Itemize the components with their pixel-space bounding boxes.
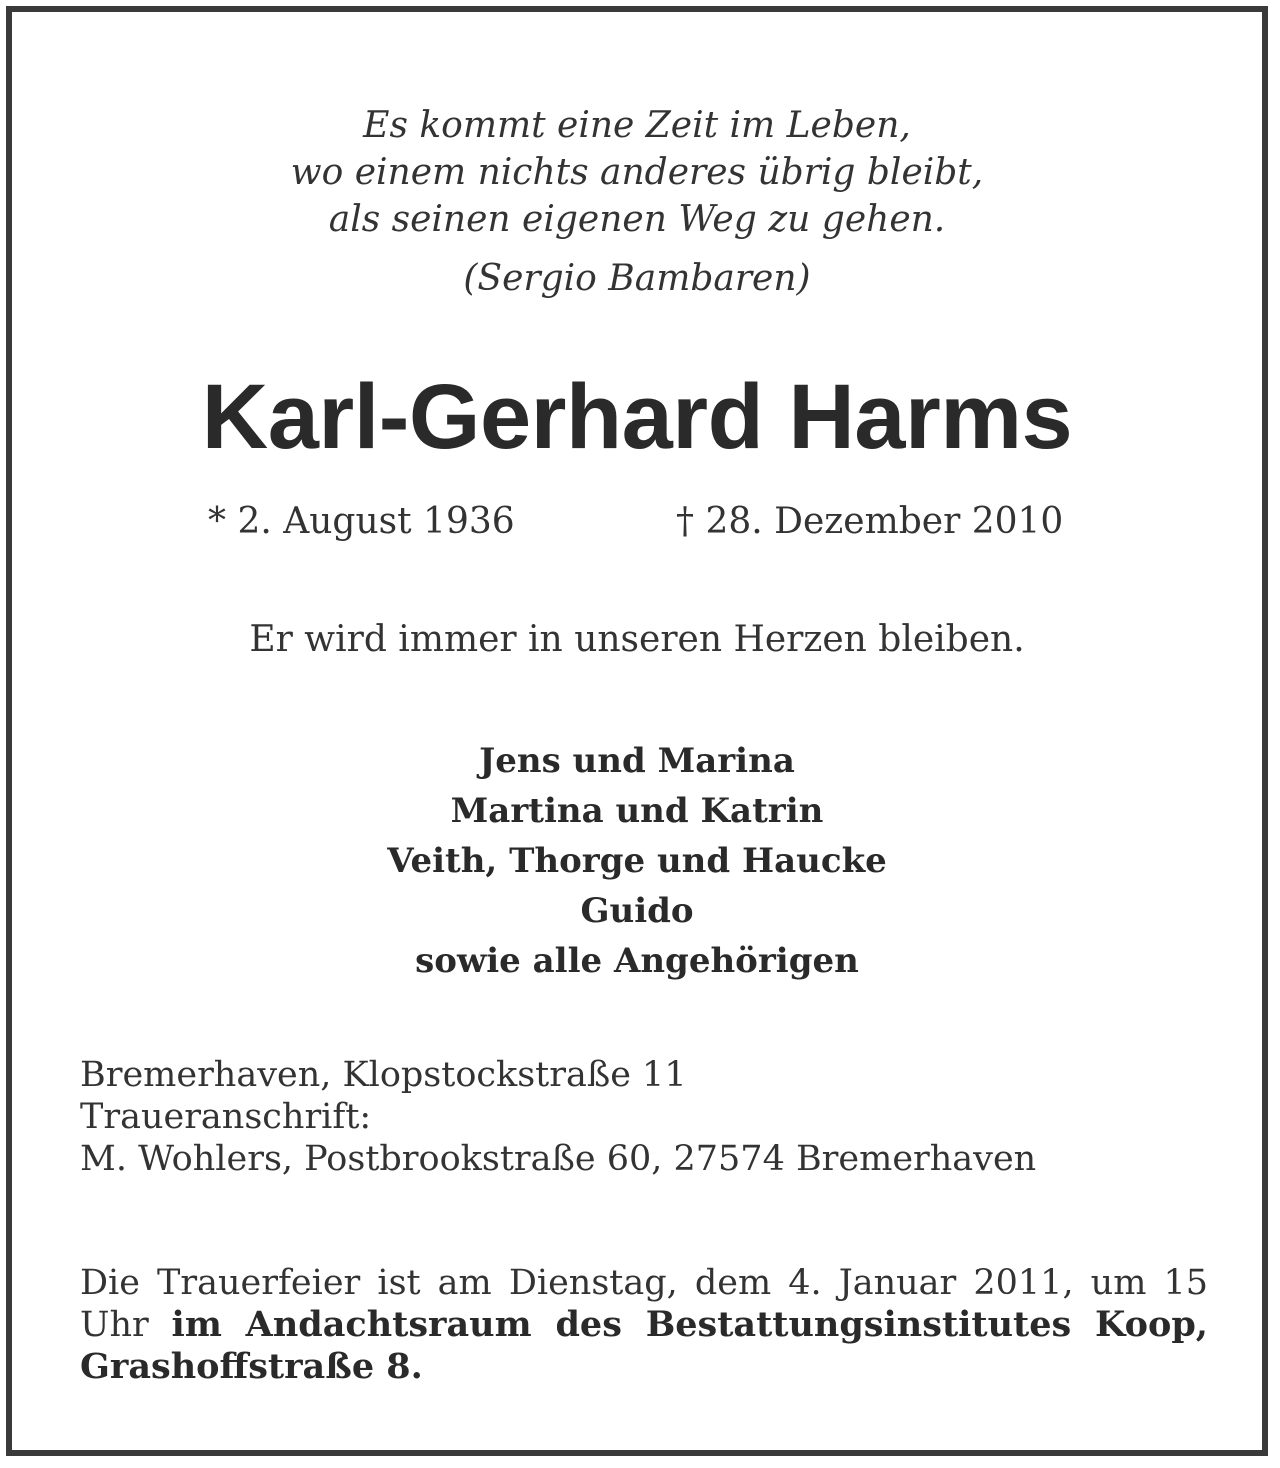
quote-line: als seinen eigenen Weg zu gehen. [328, 199, 946, 240]
address-line: Traueranschrift: [80, 1097, 372, 1137]
mourner-line: Guido [580, 891, 694, 931]
address-block [80, 1054, 1036, 1180]
mourner-line: Veith, Thorge und Haucke [387, 841, 887, 881]
ceremony-location: im Andachtsraum des Bestattungsinstitutes Koop, Grashoffstraße 8. [80, 1304, 1208, 1387]
quote-author: (Sergio Bambaren) [463, 258, 811, 299]
mourner-line: Martina und Katrin [450, 791, 824, 831]
ceremony-intro: Die Trauerfeier ist am Dienstag, dem 4. Januar 2011, um 15 Uhr [80, 1263, 1208, 1345]
death-date: † 28. Dezember 2010 [676, 501, 1064, 542]
epigraph-quote [12, 102, 1262, 302]
mourners-list [12, 736, 1262, 986]
mourner-line: sowie alle Angehörigen [415, 941, 859, 981]
quote-line: Es kommt eine Zeit im Leben, [363, 105, 911, 146]
mourner-line: Jens und Marina [479, 741, 795, 781]
remembrance-line: Er wird immer in unseren Herzen bleiben. [249, 619, 1025, 660]
quote-line: wo einem nichts anderes übrig bleibt, [290, 152, 984, 193]
obituary-notice [6, 6, 1268, 1456]
birth-date: * 2. August 1936 [208, 501, 515, 542]
address-line: Bremerhaven, Klopstockstraße 11 [80, 1055, 687, 1095]
address-line: M. Wohlers, Postbrookstraße 60, 27574 Bremerhaven [80, 1139, 1037, 1179]
ceremony-info [80, 1262, 1208, 1388]
deceased-name: Karl-Gerhard Harms [201, 366, 1073, 468]
